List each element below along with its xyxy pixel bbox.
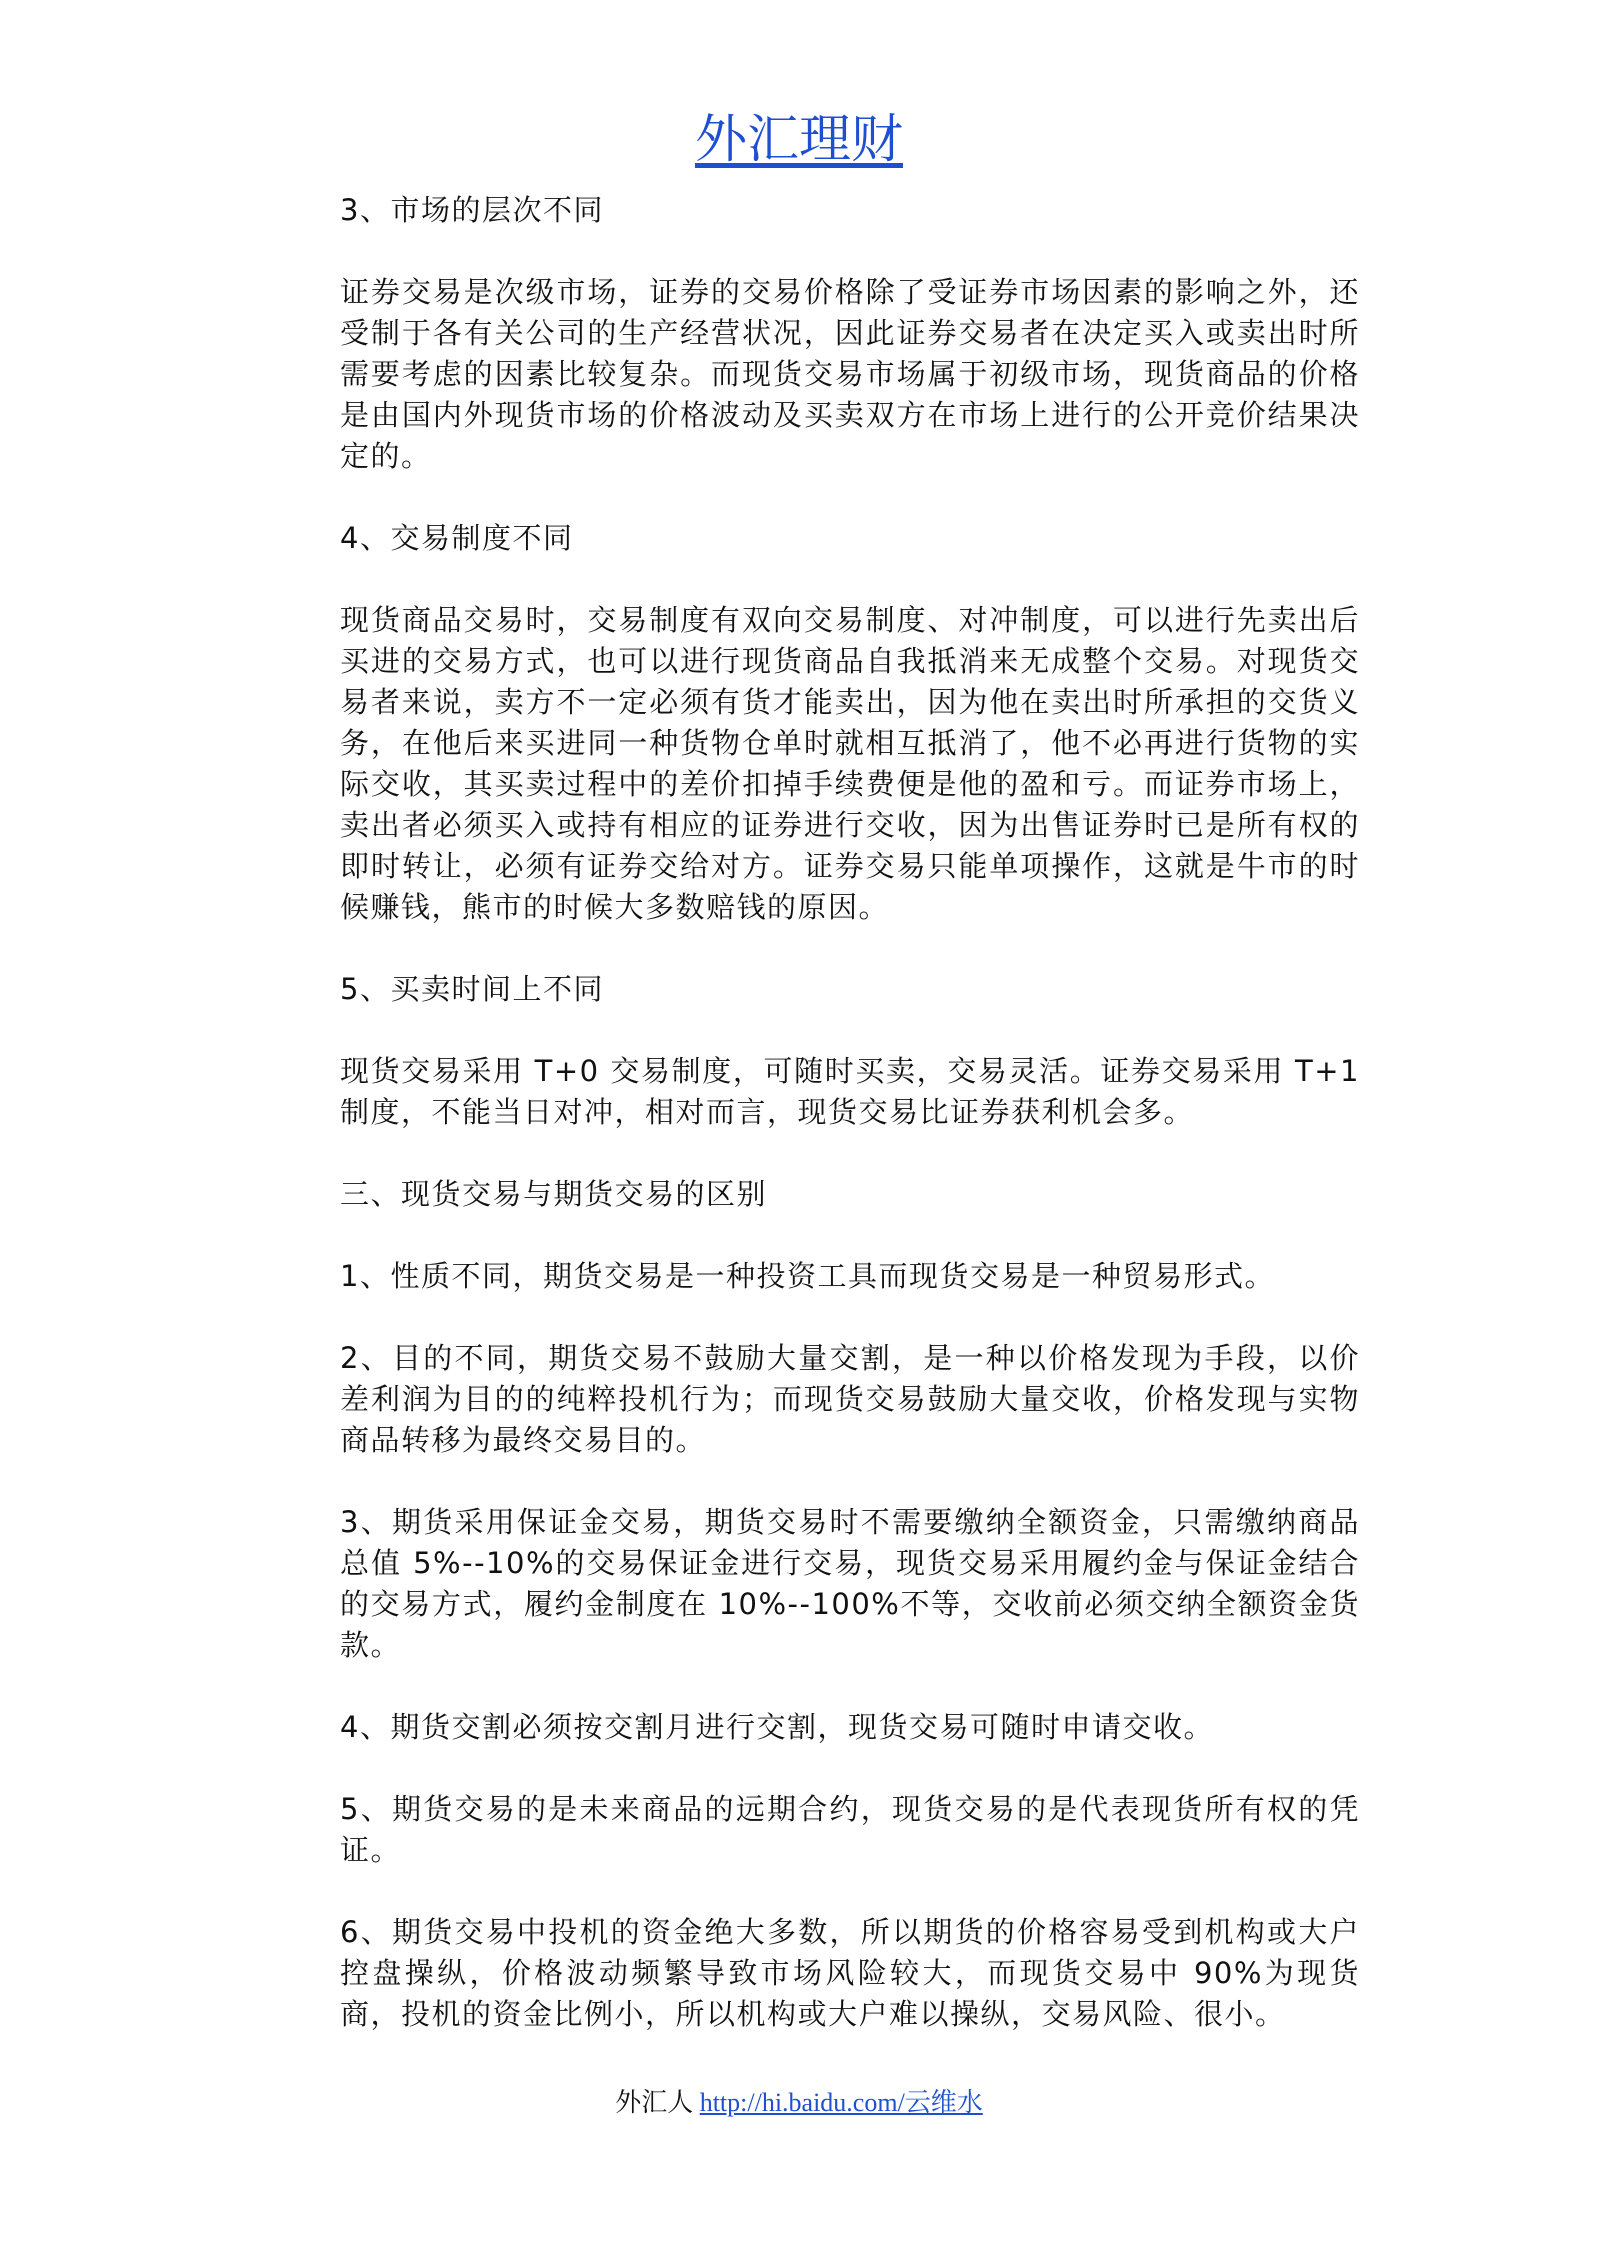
paragraph: 现货商品交易时，交易制度有双向交易制度、对冲制度，可以进行先卖出后买进的交易方式，也可以进行现货商品自我抵消来无成整个交易。对现货交易者来说，卖方不一定必须有货才能卖出，因为他在卖出时所承担的交货义务，在他后来买进同一种货物仓单时就相互抵消了，他不必再进行货物的实际交收，其买卖过程中的差价扣掉手续费便是他的盈和亏。而证券市场上，卖出者必须买入或持有相应的证券进行交收，因为出售证券时已是所有权的即时转让，必须有证券交给对方。证券交易只能单项操作，这就是牛市的时候赚钱，熊市的时候大多数赔钱的原因。: [340, 603, 1360, 924]
paragraph: 6、期货交易中投机的资金绝大多数，所以期货的价格容易受到机构或大户控盘操纵，价格波动频繁导致市场风险较大，而现货交易中 90%为现货商，投机的资金比例小，所以机构或大户难以操纵，交易风险、很小。: [340, 1915, 1360, 2031]
paragraph: 3、期货采用保证金交易，期货交易时不需要缴纳全额资金，只需缴纳商品总值 5%--10%的交易保证金进行交易，现货交易采用履约金与保证金结合的交易方式，履约金制度在 10%--100%不等，交收前必须交纳全额资金货款。: [340, 1505, 1360, 1662]
paragraph: 4、期货交割必须按交割月进行交割，现货交易可随时申请交收。: [340, 1710, 1214, 1744]
section-heading: 4、交易制度不同: [340, 521, 574, 555]
page-footer: [0, 2082, 1598, 2119]
paragraph: 现货交易采用 T+0 交易制度，可随时买卖，交易灵活。证券交易采用 T+1 制度，不能当日对冲，相对而言，现货交易比证券获利机会多。: [340, 1054, 1360, 1129]
footer-prefix: 外汇人: [615, 2088, 700, 2117]
footer-link[interactable]: http://hi.baidu.com/云维水: [699, 2088, 983, 2117]
paragraph: 2、目的不同，期货交易不鼓励大量交割，是一种以价格发现为手段，以价差利润为目的的纯粹投机行为；而现货交易鼓励大量交收，价格发现与实物商品转移为最终交易目的。: [340, 1341, 1360, 1457]
paragraph: 1、性质不同，期货交易是一种投资工具而现货交易是一种贸易形式。: [340, 1259, 1275, 1293]
paragraph: 证券交易是次级市场，证券的交易价格除了受证券市场因素的影响之外，还受制于各有关公司的生产经营状况，因此证券交易者在决定买入或卖出时所需要考虑的因素比较复杂。而现货交易市场属于初级市场，现货商品的价格是由国内外现货市场的价格波动及买卖双方在市场上进行的公开竞价结果决定的。: [340, 275, 1360, 473]
section-heading: 5、买卖时间上不同: [340, 972, 604, 1006]
section-heading: 3、市场的层次不同: [340, 193, 604, 227]
section-heading: 三、现货交易与期货交易的区别: [340, 1177, 768, 1211]
page-title[interactable]: 外汇理财: [694, 110, 903, 170]
document-body: [340, 190, 1360, 2076]
paragraph: 5、期货交易的是未来商品的远期合约，现货交易的是代表现货所有权的凭证。: [340, 1792, 1360, 1867]
